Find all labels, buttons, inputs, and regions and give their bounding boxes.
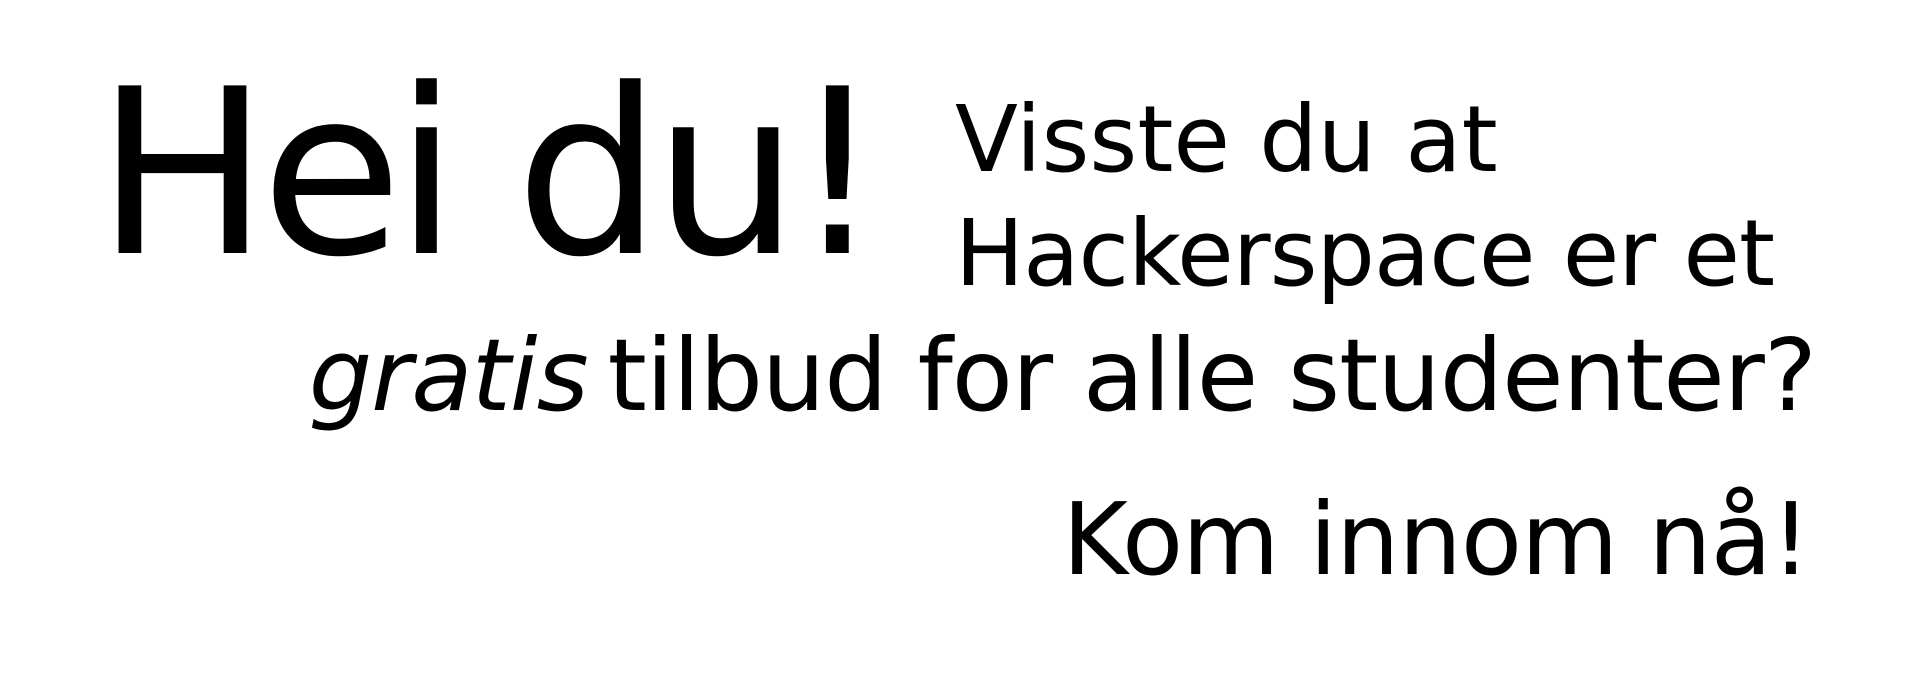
intro-line-2: Hackerspace er et	[955, 200, 1775, 307]
intro-line-3-text: tilbud for alle studenter?	[607, 317, 1816, 434]
call-to-action: Kom innom nå!	[1062, 481, 1810, 598]
headline: Hei du!	[96, 41, 876, 308]
intro-line-1: Visste du at	[955, 86, 1498, 193]
emphasis-word: gratis	[308, 317, 588, 434]
intro-line-3	[308, 317, 1816, 434]
